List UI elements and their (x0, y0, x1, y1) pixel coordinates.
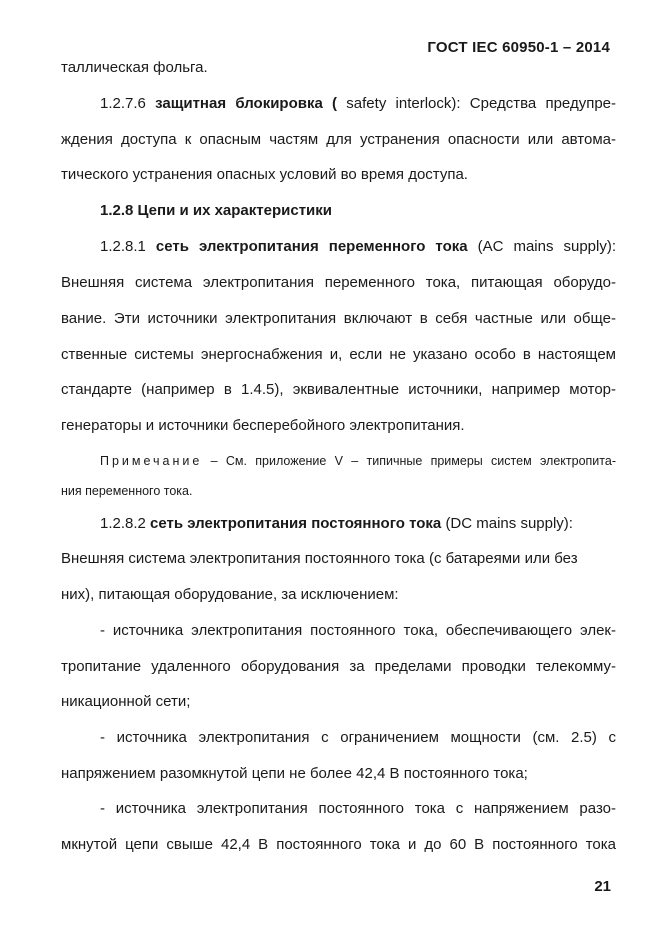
list-item: - источника электропитания постоянного тока, обеспечивающего элек- (100, 622, 616, 639)
text-line: ственные системы энергоснабжения и, если не указано особо в настоящем (61, 346, 616, 363)
clause-number: 1.2.8.1 (100, 238, 146, 255)
section-heading (100, 201, 616, 221)
text-line: тропитание удаленного оборудования за пределами проводки телекомму- (61, 658, 616, 675)
clause-1-2-8-2 (100, 514, 616, 534)
term: защитная блокировка ( (155, 95, 338, 112)
text-line: них), питающая оборудование, за исключением: (61, 586, 399, 603)
text-line: никационной сети; (61, 693, 191, 710)
clause-1-2-7-6 (100, 94, 616, 114)
text-line: стандарте (например в 1.4.5), эквивалентные источники, например мотор- (61, 381, 616, 398)
clause-number: 1.2.7.6 (100, 95, 146, 112)
text-line: Внешняя система электропитания постоянного тока (с батареями или без (61, 550, 578, 567)
term-english: safety interlock): Средства предупре- (346, 95, 617, 112)
text-line: напряжением разомкнутой цепи не более 42,4 В постоянного тока; (61, 765, 528, 782)
note-text: – См. приложение V – типичные примеры систем электропита- (202, 454, 616, 468)
standard-header: ГОСТ IEC 60950-1 – 2014 (427, 39, 610, 56)
note-line: ния переменного тока. (61, 484, 193, 498)
text-line: вание. Эти источники электропитания включают в себя частные или обще- (61, 310, 616, 327)
list-item: - источника электропитания постоянного тока с напряжением разо- (100, 800, 616, 817)
text-line: тического устранения опасных условий во время доступа. (61, 166, 468, 183)
note-label: Примечание (100, 454, 203, 468)
page-number: 21 (594, 878, 611, 895)
term: сеть электропитания постоянного тока (150, 515, 442, 532)
text-line: таллическая фольга. (61, 59, 208, 76)
clause-number: 1.2.8.2 (100, 515, 146, 532)
term: сеть электропитания переменного тока (155, 238, 468, 255)
text-line: мкнутой цепи свыше 42,4 В постоянного тока и до 60 В постоянного тока (61, 836, 616, 853)
term-english: (AC mains supply): (477, 238, 617, 255)
text-line: ждения доступа к опасным частям для устранения опасности или автома- (61, 131, 616, 148)
clause-1-2-8-1 (100, 237, 616, 257)
section-heading-text: 1.2.8 Цепи и их характеристики (100, 202, 332, 219)
note (100, 451, 616, 471)
term-english: (DC mains supply): (445, 515, 573, 532)
text-line: Внешняя система электропитания переменного тока, питающая оборудо- (61, 274, 616, 291)
list-item: - источника электропитания с ограничением мощности (см. 2.5) с (100, 729, 616, 746)
text-line: генераторы и источники бесперебойного электропитания. (61, 417, 465, 434)
